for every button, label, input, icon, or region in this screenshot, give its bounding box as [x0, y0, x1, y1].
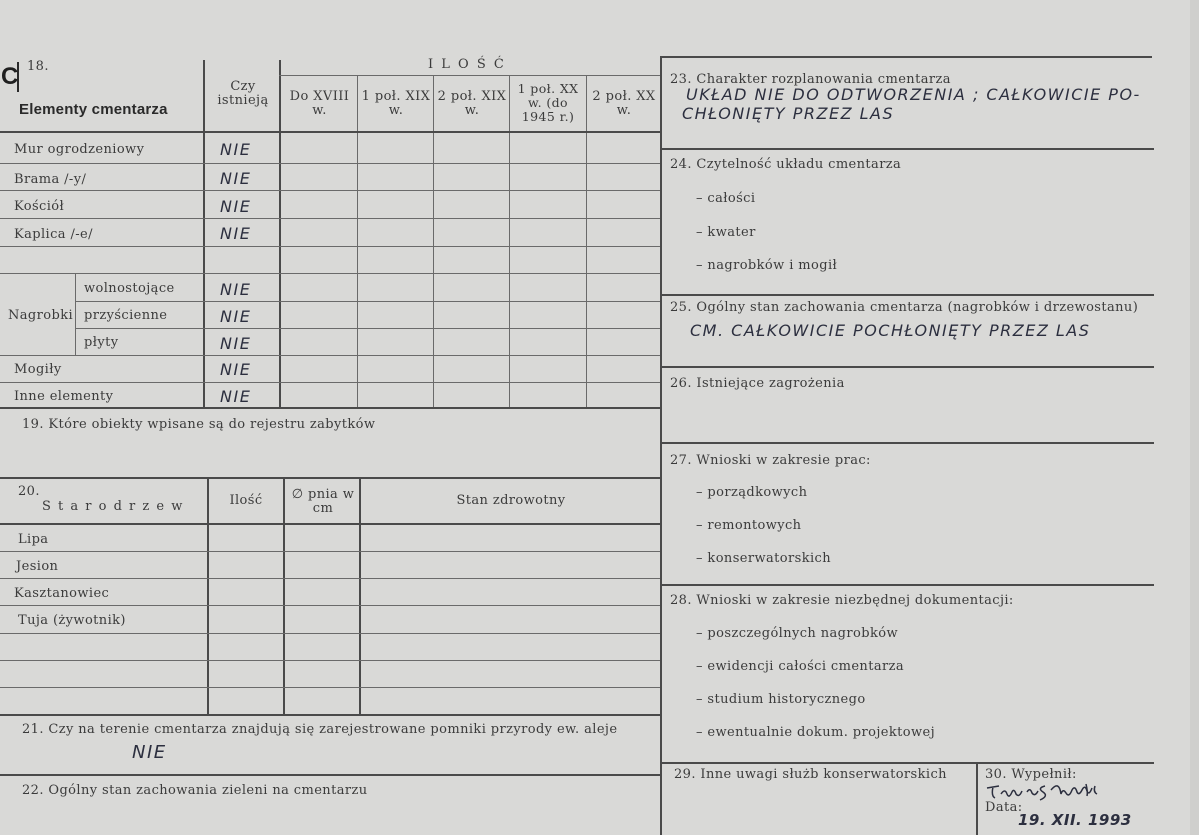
row-mur-ogrodzeniowy: Mur ogrodzeniowy: [14, 142, 145, 157]
s28-label: 28. Wnioski w zakresie niezbędnej dokumentacji:: [670, 593, 1014, 608]
s28-item-nagrobkow: – poszczególnych nagrobków: [696, 626, 898, 641]
s25-answer: CM. CAŁKOWICIE POCHŁONIĘTY PRZEZ LAS: [690, 321, 1091, 340]
s20-col-ilosc: Ilość: [229, 493, 263, 508]
s18-row-line-3: [0, 218, 660, 219]
s20-row-line-1: [0, 551, 660, 552]
section-letter: C: [1, 63, 19, 90]
s18-title: Elementy cmentarza: [19, 101, 168, 118]
answer-przyscienne: NIE: [220, 307, 252, 326]
s24-item-calosci: – całości: [696, 191, 756, 206]
s18-row-line-7: [75, 328, 660, 329]
s18-number: 18.: [27, 59, 49, 74]
s22-label: 22. Ogólny stan zachowania zieleni na cmentarzu: [22, 783, 368, 798]
s18-vline-3: [509, 76, 510, 408]
s28-item-projektowej: – ewentualnie dokum. projektowej: [696, 725, 936, 740]
s18-vline-2: [433, 76, 434, 408]
ilosc-underline: [279, 75, 660, 76]
s20-row-line-4: [0, 633, 660, 634]
s24-bottom: [660, 294, 1154, 296]
s20-vline-1: [207, 479, 209, 714]
s19-label: 19. Które obiekty wpisane są do rejestru zabytków: [22, 417, 376, 432]
answer-wolnostojace: NIE: [220, 280, 252, 299]
s21-bottom: [0, 774, 660, 776]
s18-header-bottom: [0, 131, 660, 133]
section-letter-box: [0, 62, 19, 92]
s20-number: 20.: [18, 484, 40, 499]
s27-bottom: [660, 584, 1154, 586]
right-top-line: [660, 56, 1152, 58]
tree-row-kasztanowiec: Kasztanowiec: [14, 586, 110, 601]
s18-row-line-9: [0, 382, 660, 383]
s20-row-line-5: [0, 660, 660, 661]
s19-bottom: [0, 477, 660, 479]
tree-row-lipa: Lipa: [18, 532, 49, 547]
s21-answer: NIE: [132, 742, 167, 763]
s20-vline-3: [359, 479, 361, 714]
s23-bottom: [660, 148, 1154, 150]
s18-vline-4: [586, 76, 587, 408]
s20-col-stan: Stan zdrowotny: [456, 493, 566, 508]
s18-row-line-4: [0, 246, 660, 247]
s27-item-remontowych: – remontowych: [696, 518, 802, 533]
main-vertical-divider: [660, 56, 662, 835]
s21-label: 21. Czy na terenie cmentarza znajdują się zarejestrowane pomniki przyrody ew. aleje: [22, 722, 618, 737]
s18-col-2pol-xix: 2 poł. XIX w.: [437, 89, 507, 118]
answer-inne: NIE: [220, 387, 252, 406]
s24-label: 24. Czytelność układu cmentarza: [670, 157, 902, 172]
s20-row-line-6: [0, 687, 660, 688]
row-kosciol: Kościół: [14, 199, 65, 214]
s29-s30-divider: [976, 762, 978, 835]
s26-label: 26. Istniejące zagrożenia: [670, 376, 845, 391]
answer-brama: NIE: [220, 169, 252, 188]
row-brama: Brama /-y/: [14, 172, 87, 187]
s30-label: 30. Wypełnił:: [985, 767, 1077, 782]
s18-col-1pol-xix: 1 poł. XIX w.: [361, 89, 431, 118]
s20-row-line-2: [0, 578, 660, 579]
s30-date-value: 19. XII. 1993: [1018, 811, 1132, 829]
s18-row-line-2: [0, 190, 660, 191]
nagrobki-vline: [75, 274, 76, 355]
s18-vline-1: [357, 76, 358, 408]
row-kaplica: Kaplica /-e/: [14, 227, 93, 242]
s23-label: 23. Charakter rozplanowania cmentarza: [670, 72, 951, 87]
answer-kosciol: NIE: [220, 197, 252, 216]
s27-label: 27. Wnioski w zakresie prac:: [670, 453, 871, 468]
s18-row-line-8: [0, 355, 660, 356]
s18-row-line-6: [75, 301, 660, 302]
s28-item-ewidencji: – ewidencji całości cmentarza: [696, 659, 904, 674]
s18-bottom: [0, 407, 660, 409]
s20-vline-2: [283, 479, 285, 714]
s18-row-line-5: [0, 273, 660, 274]
s18-row-line-1: [0, 163, 660, 164]
row-inne-elementy: Inne elementy: [14, 389, 114, 404]
row-plyty: płyty: [84, 335, 119, 350]
s28-bottom: [660, 762, 1154, 764]
s20-header-bottom: [0, 523, 660, 525]
s24-item-kwater: – kwater: [696, 225, 756, 240]
tree-row-jesion: Jesion: [16, 559, 59, 574]
row-mogily: Mogiły: [14, 362, 62, 377]
s20-col-pnia: ∅ pnia w cm: [291, 487, 355, 516]
s20-title: S t a r o d r z e w: [42, 499, 184, 514]
row-nagrobki-label: Nagrobki: [8, 308, 74, 323]
answer-kaplica: NIE: [220, 224, 252, 243]
row-przyscienne: przyścienne: [84, 308, 168, 323]
s25-bottom: [660, 366, 1154, 368]
s28-item-studium: – studium historycznego: [696, 692, 866, 707]
s25-label: 25. Ogólny stan zachowania cmentarza (nagrobków i drzewostanu): [670, 300, 1139, 315]
answer-plyty: NIE: [220, 334, 252, 353]
s24-item-nagrobkow: – nagrobków i mogił: [696, 258, 838, 273]
s26-bottom: [660, 442, 1154, 444]
s27-item-konserwatorskich: – konserwatorskich: [696, 551, 831, 566]
s18-ilosc-header: I L O Ś Ć: [428, 57, 506, 72]
page-right-edge: [1190, 0, 1199, 835]
s29-label: 29. Inne uwagi służb konserwatorskich: [674, 767, 947, 782]
s23-answer-line-1: UKŁAD NIE DO ODTWORZENIA ; CAŁKOWICIE PO-: [686, 85, 1141, 104]
s20-row-line-3: [0, 605, 660, 606]
s18-col-do-xviii: Do XVIII w.: [289, 89, 350, 118]
answer-mur: NIE: [220, 140, 252, 159]
tree-row-tuja: Tuja (żywotnik): [18, 613, 126, 628]
row-wolnostojace: wolnostojące: [84, 281, 175, 296]
s18-col-1pol-xx: 1 poł. XX w. (do 1945 r.): [517, 81, 579, 124]
s18-col-2pol-xx: 2 poł. XX w.: [592, 89, 656, 118]
s18-czy-header: Czy istnieją: [217, 79, 269, 108]
answer-mogily: NIE: [220, 360, 252, 379]
s23-answer-line-2: CHŁONIĘTY PRZEZ LAS: [682, 104, 895, 123]
s30-date-label: Data:: [985, 800, 1023, 815]
s20-bottom: [0, 714, 660, 716]
s27-item-porzadkowych: – porządkowych: [696, 485, 808, 500]
